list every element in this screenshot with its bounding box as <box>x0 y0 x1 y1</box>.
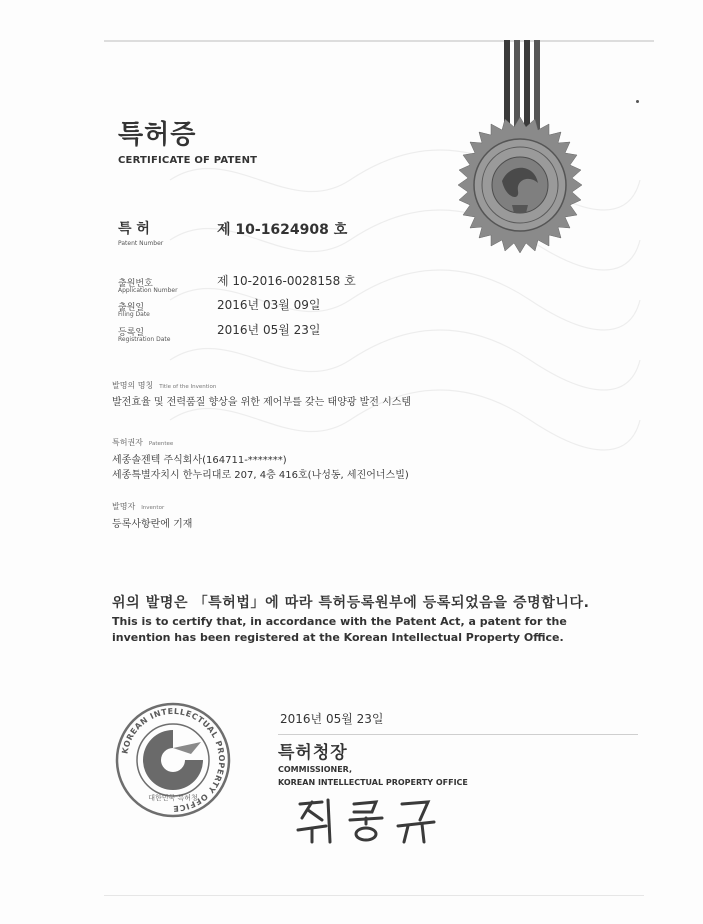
patentee-name: 세종솔젠텍 주식회사(164711-*******) <box>112 455 287 466</box>
filing-date-label-en: Filing Date <box>118 311 150 318</box>
patentee-label-en: Patentee <box>148 441 174 447</box>
signature-divider <box>278 734 638 735</box>
patent-number-label-en: Patent Number <box>118 240 164 247</box>
patent-number-label: 특 허 <box>118 221 150 237</box>
application-number-label: 출원번호 <box>118 279 153 289</box>
registration-date-label: 등록일 <box>118 328 145 338</box>
inventor-value: 등록사항란에 기재 <box>112 519 193 530</box>
invention-title-label-ko: 발명의 명칭 <box>112 381 154 390</box>
patentee-address: 세종특별자치시 한누리대로 207, 4층 416호(나성동, 세진어너스빌) <box>112 470 409 481</box>
filing-date-label: 출원일 <box>118 303 145 313</box>
application-number-value: 제 10-2016-0028158 호 <box>217 274 356 288</box>
filing-date-value: 2016년 03월 09일 <box>217 298 321 312</box>
page-subtitle: CERTIFICATE OF PATENT <box>118 155 258 166</box>
inventor-label-en: Inventor <box>141 505 165 511</box>
application-number-label-en: Application Number <box>118 287 178 294</box>
patent-number-value: 제 10-1624908 호 <box>217 222 348 238</box>
registration-date-label-en: Registration Date <box>118 336 171 343</box>
office-name-en: KOREAN INTELLECTUAL PROPERTY OFFICE <box>278 778 468 787</box>
certification-statement-en: This is to certify that, in accordance with the Patent Act, a patent for the invention has been registered at the Korean Intellectual Property Office. <box>112 615 567 644</box>
kipo-seal-ring-text: KOREAN INTELLECTUAL PROPERTY OFFICE <box>120 706 227 814</box>
issue-date: 2016년 05월 23일 <box>280 712 384 726</box>
patentee-label <box>112 437 173 448</box>
certificate-seal-icon <box>450 115 590 255</box>
registration-date-value: 2016년 05월 23일 <box>217 323 321 337</box>
page-title: 특허증 <box>118 120 197 150</box>
kipo-seal-icon <box>113 700 233 820</box>
inventor-label-ko: 발명자 <box>112 502 136 511</box>
commissioner-title-en: COMMISSIONER, <box>278 765 353 774</box>
inventor-label <box>112 501 164 512</box>
kipo-seal-bottom-text: 대한민국 특허청 <box>148 794 198 802</box>
signature-icon <box>292 790 442 850</box>
patentee-label-ko: 특허권자 <box>112 438 143 447</box>
certification-statement-ko: 위의 발명은 「특허법」에 따라 특허등록원부에 등록되었음을 증명합니다. <box>112 595 590 611</box>
invention-title-value: 발전효율 및 전력품질 향상을 위한 제어부를 갖는 태양광 발전 시스템 <box>112 397 412 408</box>
bottom-border <box>104 895 644 896</box>
invention-title-label-en: Title of the Invention <box>159 384 217 390</box>
speck <box>636 100 639 103</box>
invention-title-label <box>112 380 216 391</box>
top-border <box>104 40 654 42</box>
commissioner-title-ko: 특허청장 <box>278 743 348 763</box>
